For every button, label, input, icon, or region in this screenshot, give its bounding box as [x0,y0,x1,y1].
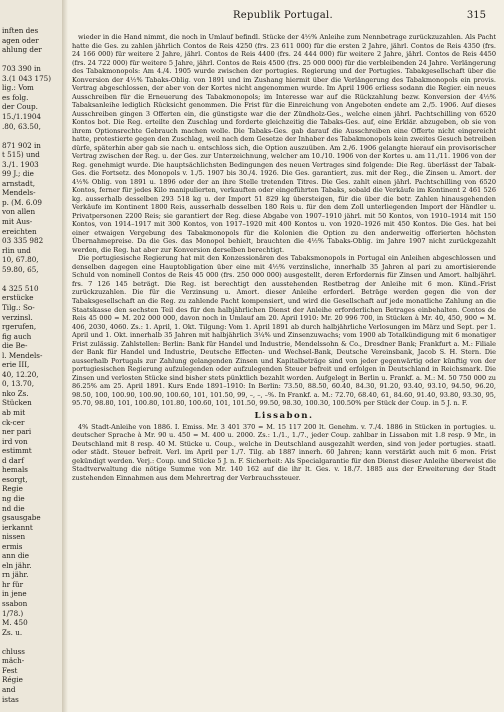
gutter-line: Regie [2,484,23,494]
gutter-line: 40, 12.20, [2,369,39,379]
gutter-line: verzinsl. [2,312,33,322]
gutter-line: rn jähr. [2,570,29,580]
gutter-line: d darf [2,455,24,465]
gutter-line: ab mit [2,408,26,417]
gutter-line: mäch- [2,656,25,666]
gutter-line: estimmt [2,446,32,456]
gutter-line: die Be- [2,341,28,351]
previous-page-gutter [0,0,64,712]
gutter-line: hr für [2,579,24,589]
gutter-line: nko Zs. [2,388,29,398]
gutter-line: chluss [2,646,25,656]
gutter-line: hemals [2,465,28,475]
gutter-line: Zs. u. [2,627,23,637]
gutter-line: M. 450 [2,618,28,628]
gutter-line: t 515) und [2,150,40,160]
gutter-line: erstücke [2,293,34,303]
gutter-line: 10, 67.80, [2,255,39,265]
gutter-line: rgerufen, [2,322,37,332]
gutter-line: nissen [2,532,26,542]
gutter-line: Stücken [2,398,32,408]
gutter-line: 871 902 in [2,140,41,150]
gutter-line: in jene [2,589,27,599]
running-header [80,10,486,24]
gutter-line: ner pari [2,427,32,437]
page-fold-shadow [62,0,68,712]
gutter-line: fig auch [2,331,32,341]
gutter-line: 0, 13.70, [2,379,35,389]
gutter-line: rlin und [2,245,31,255]
section-heading-lissabon: Lissabon. [254,410,314,421]
gutter-line: agen oder [2,35,39,45]
gutter-line: von allen [2,207,36,217]
paragraph-stadt-anleihe-1886: 4% Stadt-Anleihe von 1886. I. Emiss. Mr. 3 401 370 = M. 15 117 200 lt. Genehm. v. 7./4. 1886 in Stücken in portugies. u. deutscher Sprache à Mr. 90 u. 450 = M. 400 u. 2000. Zs.: 1./1., 1./7., jeder Coup. zahlbar in Lissabon mit 1.8 resp. 9 Mr., in Deutschland mit 8 resp. 40 M. Stücke u. Coup., welche in Deutschland ausgezahlt werden, sind von jeder portugies. staatl. oder städt. Steuer befreit. Verl. im April per 1./7. Tilg. ab 1887 innerh. 60 Jahren; kann verstärkt auch mit 6 mon. Frist gekündigt werden. Verj.: Coup. und Stücke 5 J. n. F. Sicherheit: Als Specialgarantie für den Dienst dieser Anleihe überweist die Stadtverwaltung die nötige Summe von Mr. 140 162 auf die ihr lt. Ges. v. 18./7. 1885 aus der Erweiterung der Stadt zustehenden Einnahmen aus dem Mehrertrag der Verbrauchssteuer. [72,422,496,482]
gutter-line: eln jähr. [2,560,32,570]
gutter-line: Régie [2,675,23,685]
gutter-line: esorgt, [2,474,28,484]
gutter-line: mit Aus- [2,217,33,226]
gutter-line: 703 390 in [2,64,41,74]
gutter-line: 59.80, 65, [2,264,39,274]
gutter-line: ck-cer [2,417,25,427]
gutter-line: 4 325 510 [2,283,39,293]
gutter-line: l. Mendels- [2,350,43,360]
gutter-line: 3.(1 043 175) [2,73,52,83]
main-text-column [72,33,496,482]
gutter-line: nd die [2,503,25,513]
gutter-line: ermis [2,541,23,551]
gutter-line: 15./1.1904 [2,111,42,121]
gutter-line: Mendels- [2,188,36,198]
gutter-line: 03 335 982 [2,236,44,246]
paragraph-tabak-pacht: wieder in die Hand nimmt, die noch in Umlauf befindl. Stücke der 4½% Anleihe zum Nennbetrage zurückzuzahlen. Als Pacht hatte die Ges. zu zahlen jährlich Contos de Reis 4250 (frs. 23 611 000) für die ersten 2 Jahre, jährl. Contos de Reis 4350 (frs. 24 166 000) für weitere 2 Jahre, jährl. Contos de Reis 4400 (frs. 24 444 000) für weitere 2 Jahre, jährl. Contos de Reis 4450 (frs. 24 722 000) für weitere 5 Jahre, jährl. Contos de Reis 4500 (frs. 25 000 000) für die verbleibenden 24 Jahre. Verlängerung des Tabakmonopols: Am 4./4. 1905 wurde zwischen der portugies. Regierung und der Portugies. Tabakgesellschaft über die Konversion der 4½% Tabaks-Oblig. von 1891 und im Zushang hiermit über die Verlängerung des Tabakmonopols ein provis. Vertrag abgeschlossen, der aber von der Kortes nicht angenommen wurde. Im April 1906 erliess sodann die Regier. ein neues Ausschreiben für die Erneuerung des Tabakmonopols; im Interesse war auf die Rückzahlung bezw. Konversion der 4½% Tabaksanleihe lediglich Rücksicht genommen. Die Frist für die Einreichung von Angeboten endete am 2./5. 1906. Auf dieses Ausschreiben gingen 3 Offerten ein, die günstigste war die der Zündholz-Ges., welche einen jährl. Pachtschilling von 6520 Kontos bot. Die Reg. erteilte den Zuschlag und forderte gleichzeitig die Tabaks-Ges. auf, eine Erklär. abzugeben, ob sie von ihrem Optionsrechte Gebrauch machen wolle. Die Tabaks-Ges. gab darauf die Ausschreiben eine Offerte nicht eingereicht hatte, protestierte gegen den Zuschlag, weil nach dem Gesetze der Inhaber des Tabakmonopols kein zweites Gesuch betreiben dürfe, späterhin aber gab sie nach u. entschloss sich, die Option auszuüben. Am 2./6. 1906 gelangte hierauf ein provisorischer Vertrag zwischen der Reg. u. der Ges. zur Unterzeichnung, welcher am 10./10. 1906 von der Kortes u. am 11./11. 1906 von der Reg. genehmigt wurde. Die hauptsächlichsten Bedingungen des neuen Vertrages sind folgende: Die Reg. überlässt der Tabak-Ges. die Fortsetz. des Monopols v. 1./5. 1907 bis 30./4. 1926. Die Ges. garantiert, zus. mit der Reg., die Zinsen u. Amort. der 4½% Oblig. von 1891 u. 1896 oder der an ihre Stelle tretenden Titres. Die Ges. zahlt einen jährl. Pachtschilling von 6520 Kontos, ferner für jedes Kilo manipulierten, verkauften oder eingeführten Tabaks, sobald die Verkäufe im Kontinent 2 461 526 kg. ausserhalb desselben 293 518 kg u. der Import 51 829 kg übersteigen, für die über die betr. Zahlen hinausgehenden Verkäufe im Kontinent 1800 Reis, ausserhalb desselben 180 Reis u. für den dem Zoll unterliegenden Import der Händler u. Privatpersonen 2200 Reis; sie garantiert der Reg. diese Abgabe von 1907–1910 jährl. mit 50 Kontos, von 1910–1914 mit 150 Kontos, von 1914–1917 mit 300 Kontos, von 1917–1920 mit 400 Kontos u. von 1920–1926 mit 450 Kontos. Die Ges. hat bei einer etwaigen Vergebung des Tabakmonopols für die Kolonien die Option zu den anderweitig offerierten höchsten Übernahmepreise. Da die Ges. das Monopol behielt, brauchten die 4½% Tabaks-Oblig. im Jahre 1907 nicht zurückgezahlt werden, die Reg. hat aber zur Konversion derselben berechtigt. [72,33,496,254]
gutter-line: ssabon [2,599,28,608]
paragraph-tabak-anleihe: Die portugiesische Regierung hat mit den Konzessionären des Tabaksmonopols in Portugal ein Anleihen abgeschlossen und denselben dagegen eine Hauptobligation über eine mit 4½% verzinsliche, innerhalb 35 Jahren al pari zu amortisierende Schuld von nominell Contos de Reis 45 000 (frs. 250 000 000) ausgestellt, deren Erfordernis für Zinsen und Amort. halbjährl. frs. 7 126 145 beträgt. Die Reg. ist berechtigt den ausstehenden Restbetrag der Anleihe mit 6 mon. Künd.-Frist zurückzuzahlen. Die für die Verzinsung u. Amort. dieser Anleihe erforderl. Beträge werden gegen die von der Tabaksgesellschaft an die Reg. zu zahlende Pacht kompensiert, und wird die Gesellschaft auf jede monatliche Zahlung an die Staatskasse den sechsten Teil des für den halbjährlichen Dienst der Anleihe erforderlichen Betrages einbehalten. Contos de Reis 45 000 = M. 202 000 000, davon noch in Umlauf am 20. April 1910: Mr. 20 996 700, in Stücken à Mr. 40, 450, 900 = M. 406, 2030, 4060. Zs.: 1. April, 1. Okt. Tilgung: Vom 1. April 1891 ab durch halbjährliche Verlosungen im März und Sept. per 1. April und 1. Okt. innerhalb 35 Jahren mit halbjährlich 3¼% und Zinsenzuwachs; vom 1900 ab Totalkündigung mit 6 monatiger Frist zulässig. Zahlstellen: Berlin: Bank für Handel und Industrie, Mendelssohn & Co., Dresdner Bank; Frankfurt a. M.: Filiale der Bank für Handel und Industrie, Deutsche Effecten- und Wechsel-Bank, Deutsche Vereinsbank, Jacob S. H. Stern. Die ausserhalb Portugals zur Zahlung gelangenden Zinsen und Kapitalbeträge sind von jeder gegenwärtig oder künftig von der portugiesischen Regierung aufzulegenden oder aufzulegenden Steuer befreit und erfolgen in Deutschland in Reichsmark. Die Zinsen und verlosten Stücke sind bisher stets pünktlich bezahlt worden. Aufgelegt in Berlin u. Frankf. a. M.: M. 50 750 000 zu 86.25% am 25. April 1891. Kurs Ende 1891–1910: In Berlin: 73.50, 88.50, 60.40, 84.30, 91.20, 93.40, 93.10, 94.50, 96.20, 98.50, 100, 100.90, 100.90, 100.60, 101, 101.50, 99, –, –, –%. In Frankf. a. M.: 72.70, 68.40, 61, 84.60, 91.40, 93.80, 93.30, 95, 95.70, 98.80, 101, 100.80, 101.80, 100.60, 101, 101.50, 99.50, 98.30, 100.30, 100.50% per Stück der Coup. in 5 J. n. F. [72,254,496,408]
page-number: 315 [466,10,486,21]
gutter-line: ereichten [2,226,37,236]
gutter-line: ahlung der [2,45,42,55]
gutter-line: gsausgabe [2,513,41,523]
gutter-line: and [2,684,16,694]
running-title: Republik Portugal. [232,10,334,21]
gutter-line: ierkannt [2,522,33,532]
gutter-line: .80, 63.50, [2,121,41,131]
gutter-line: p. (M. 6.09 [2,197,42,207]
gutter-line: 99 J.; die [2,169,34,179]
gutter-line: 3./1. 1903 [2,159,39,169]
gutter-line: Tilg.: So- [2,302,35,312]
gutter-line: ng die [2,493,25,503]
gutter-line: lig.: Vom [2,83,34,93]
gutter-line: arnstadt, [2,178,35,188]
gutter-line: es folg. [2,92,29,102]
gutter-line: 1/78.) [2,608,24,618]
gutter-line: istas [2,694,19,704]
gutter-line: inften des [2,26,39,35]
gutter-line: erie III, [2,360,30,370]
gutter-line: der Coup. [2,102,38,112]
gutter-line: ird von [2,436,28,446]
gutter-line: Fest [2,665,18,675]
gutter-line: ann die [2,551,29,561]
